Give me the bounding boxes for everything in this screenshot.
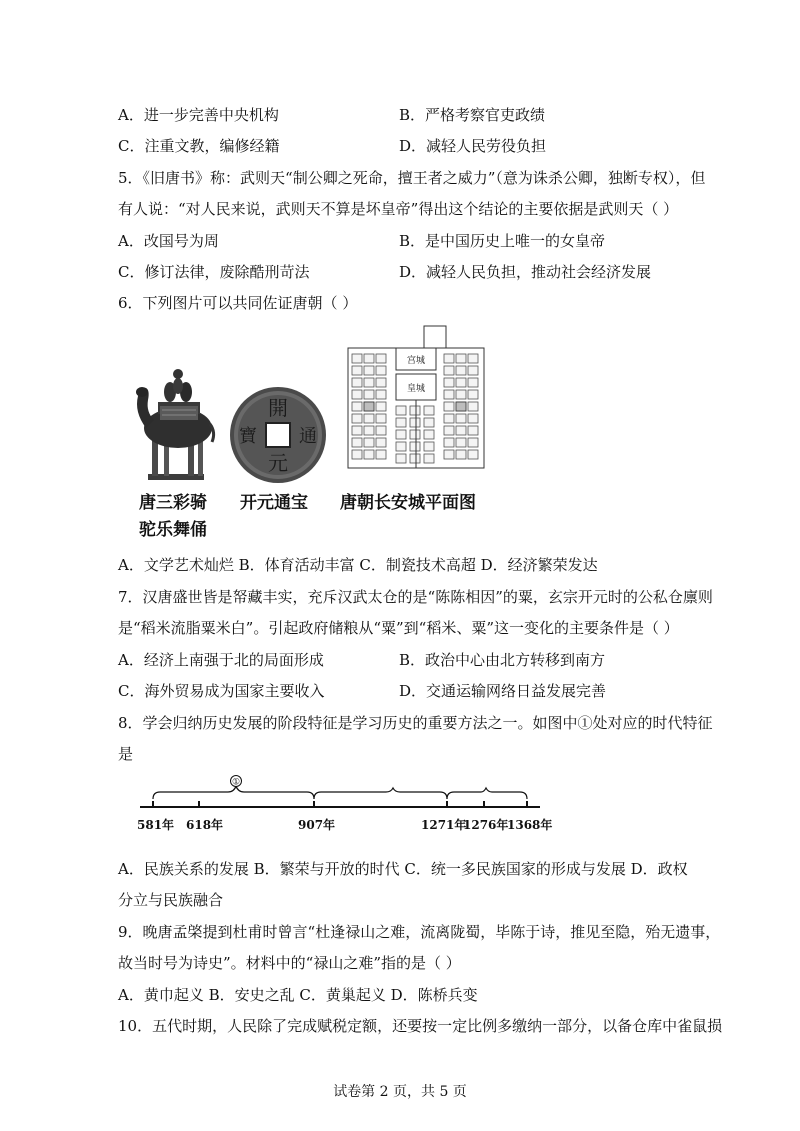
q7-option-a: A．经济上南强于北的局面形成 xyxy=(118,651,324,669)
page-footer: 试卷第 2 页，共 5 页 xyxy=(333,1084,467,1100)
timeline-label-1276: 1276年 xyxy=(463,818,509,832)
q8-options-line2: 分立与民族融合 xyxy=(118,891,224,909)
timeline-label-907: 907年 xyxy=(298,818,336,832)
q5-stem-line2: 有人说：“对人民来说，武则天不算是坏皇帝”得出这个结论的主要依据是武则天（ ） xyxy=(118,200,679,218)
timeline-label-581: 581年 xyxy=(137,818,175,832)
q10-stem-line1: 10．五代时期，人民除了完成赋税定额，还要按一定比例多缴纳一部分，以备仓库中雀鼠损 xyxy=(118,1017,723,1035)
q4-option-d: D．减轻人民劳役负担 xyxy=(399,137,547,155)
q9-options: A．黄巾起义 B．安史之乱 C．黄巢起义 D．陈桥兵变 xyxy=(118,986,478,1004)
q8-stem-line2: 是 xyxy=(118,745,134,763)
map-label-gongcheng: 宫城 xyxy=(406,356,426,366)
q9-stem-line1: 9．晚唐孟棨提到杜甫时曾言“杜逢禄山之难，流离陇蜀，毕陈于诗，推见至隐，殆无遗事， xyxy=(118,923,721,941)
q5-option-b: B．是中国历史上唯一的女皇帝 xyxy=(399,232,606,250)
brace-period-2 xyxy=(314,788,447,799)
timeline-label-1368: 1368年 xyxy=(507,818,553,832)
coin-char-bottom: 元 xyxy=(268,451,288,475)
q4-option-a: A．进一步完善中央机构 xyxy=(118,106,279,124)
q6-options: A．文学艺术灿烂 B．体育活动丰富 C．制瓷技术高超 D．经济繁荣发达 xyxy=(118,556,598,574)
timeline-label-618: 618年 xyxy=(186,818,224,832)
q7-stem-line2: 是“稻米流脂粟米白”。引起政府储粮从“粟”到“稻米、粟”这一变化的主要条件是（ ） xyxy=(118,619,679,637)
brace-period-1 xyxy=(153,786,314,799)
brace-period-3 xyxy=(447,788,527,799)
q5-stem-line1: 5．《旧唐书》称：武则天“制公卿之死命，擅王者之威力”（意为诛杀公卿，独断专权），但 xyxy=(118,169,706,187)
q5-option-a: A．改国号为周 xyxy=(118,232,219,250)
q7-stem-line1: 7．汉唐盛世皆是帑藏丰实，充斥汉武太仓的是“陈陈相因”的粟，玄宗开元时的公私仓廪则 xyxy=(118,588,713,606)
caption-camel-line1: 唐三彩骑 xyxy=(139,493,207,513)
q8-options-line1: A．民族关系的发展 B．繁荣与开放的时代 C．统一多民族国家的形成与发展 D．政权 xyxy=(118,860,688,878)
caption-map: 唐朝长安城平面图 xyxy=(340,493,476,513)
coin-char-top: 開 xyxy=(268,396,288,420)
caption-camel-line2: 驼乐舞俑 xyxy=(139,520,207,540)
q5-option-d: D．减轻人民负担，推动社会经济发展 xyxy=(399,263,652,281)
caption-coin: 开元通宝 xyxy=(240,493,308,513)
q5-option-c: C．修订法律，废除酷刑苛法 xyxy=(118,263,310,281)
q6-stem: 6．下列图片可以共同佐证唐朝（ ） xyxy=(118,294,358,312)
q9-stem-line2: 故当时号为诗史”。材料中的“禄山之难”指的是（ ） xyxy=(118,954,461,972)
q7-option-b: B．政治中心由北方转移到南方 xyxy=(399,651,606,669)
map-label-huangcheng: 皇城 xyxy=(406,384,426,394)
q4-option-c: C．注重文教，编修经籍 xyxy=(118,137,280,155)
q4-option-b: B．严格考察官吏政绩 xyxy=(399,106,546,124)
q7-option-d: D．交通运输网络日益发展完善 xyxy=(399,682,607,700)
kaiyuan-coin-image xyxy=(228,385,328,485)
camel-figurine-image xyxy=(128,362,220,484)
coin-char-right: 通 xyxy=(299,426,317,447)
timeline-label-1271: 1271年 xyxy=(421,818,467,832)
timeline-marker: ① xyxy=(231,777,241,788)
changan-map-image xyxy=(340,322,490,484)
q8-stem-line1: 8．学会归纳历史发展的阶段特征是学习历史的重要方法之一。如图中①处对应的时代特征 xyxy=(118,714,713,732)
coin-char-left: 寶 xyxy=(239,426,257,447)
q7-option-c: C．海外贸易成为国家主要收入 xyxy=(118,682,325,700)
timeline-diagram xyxy=(136,775,546,815)
